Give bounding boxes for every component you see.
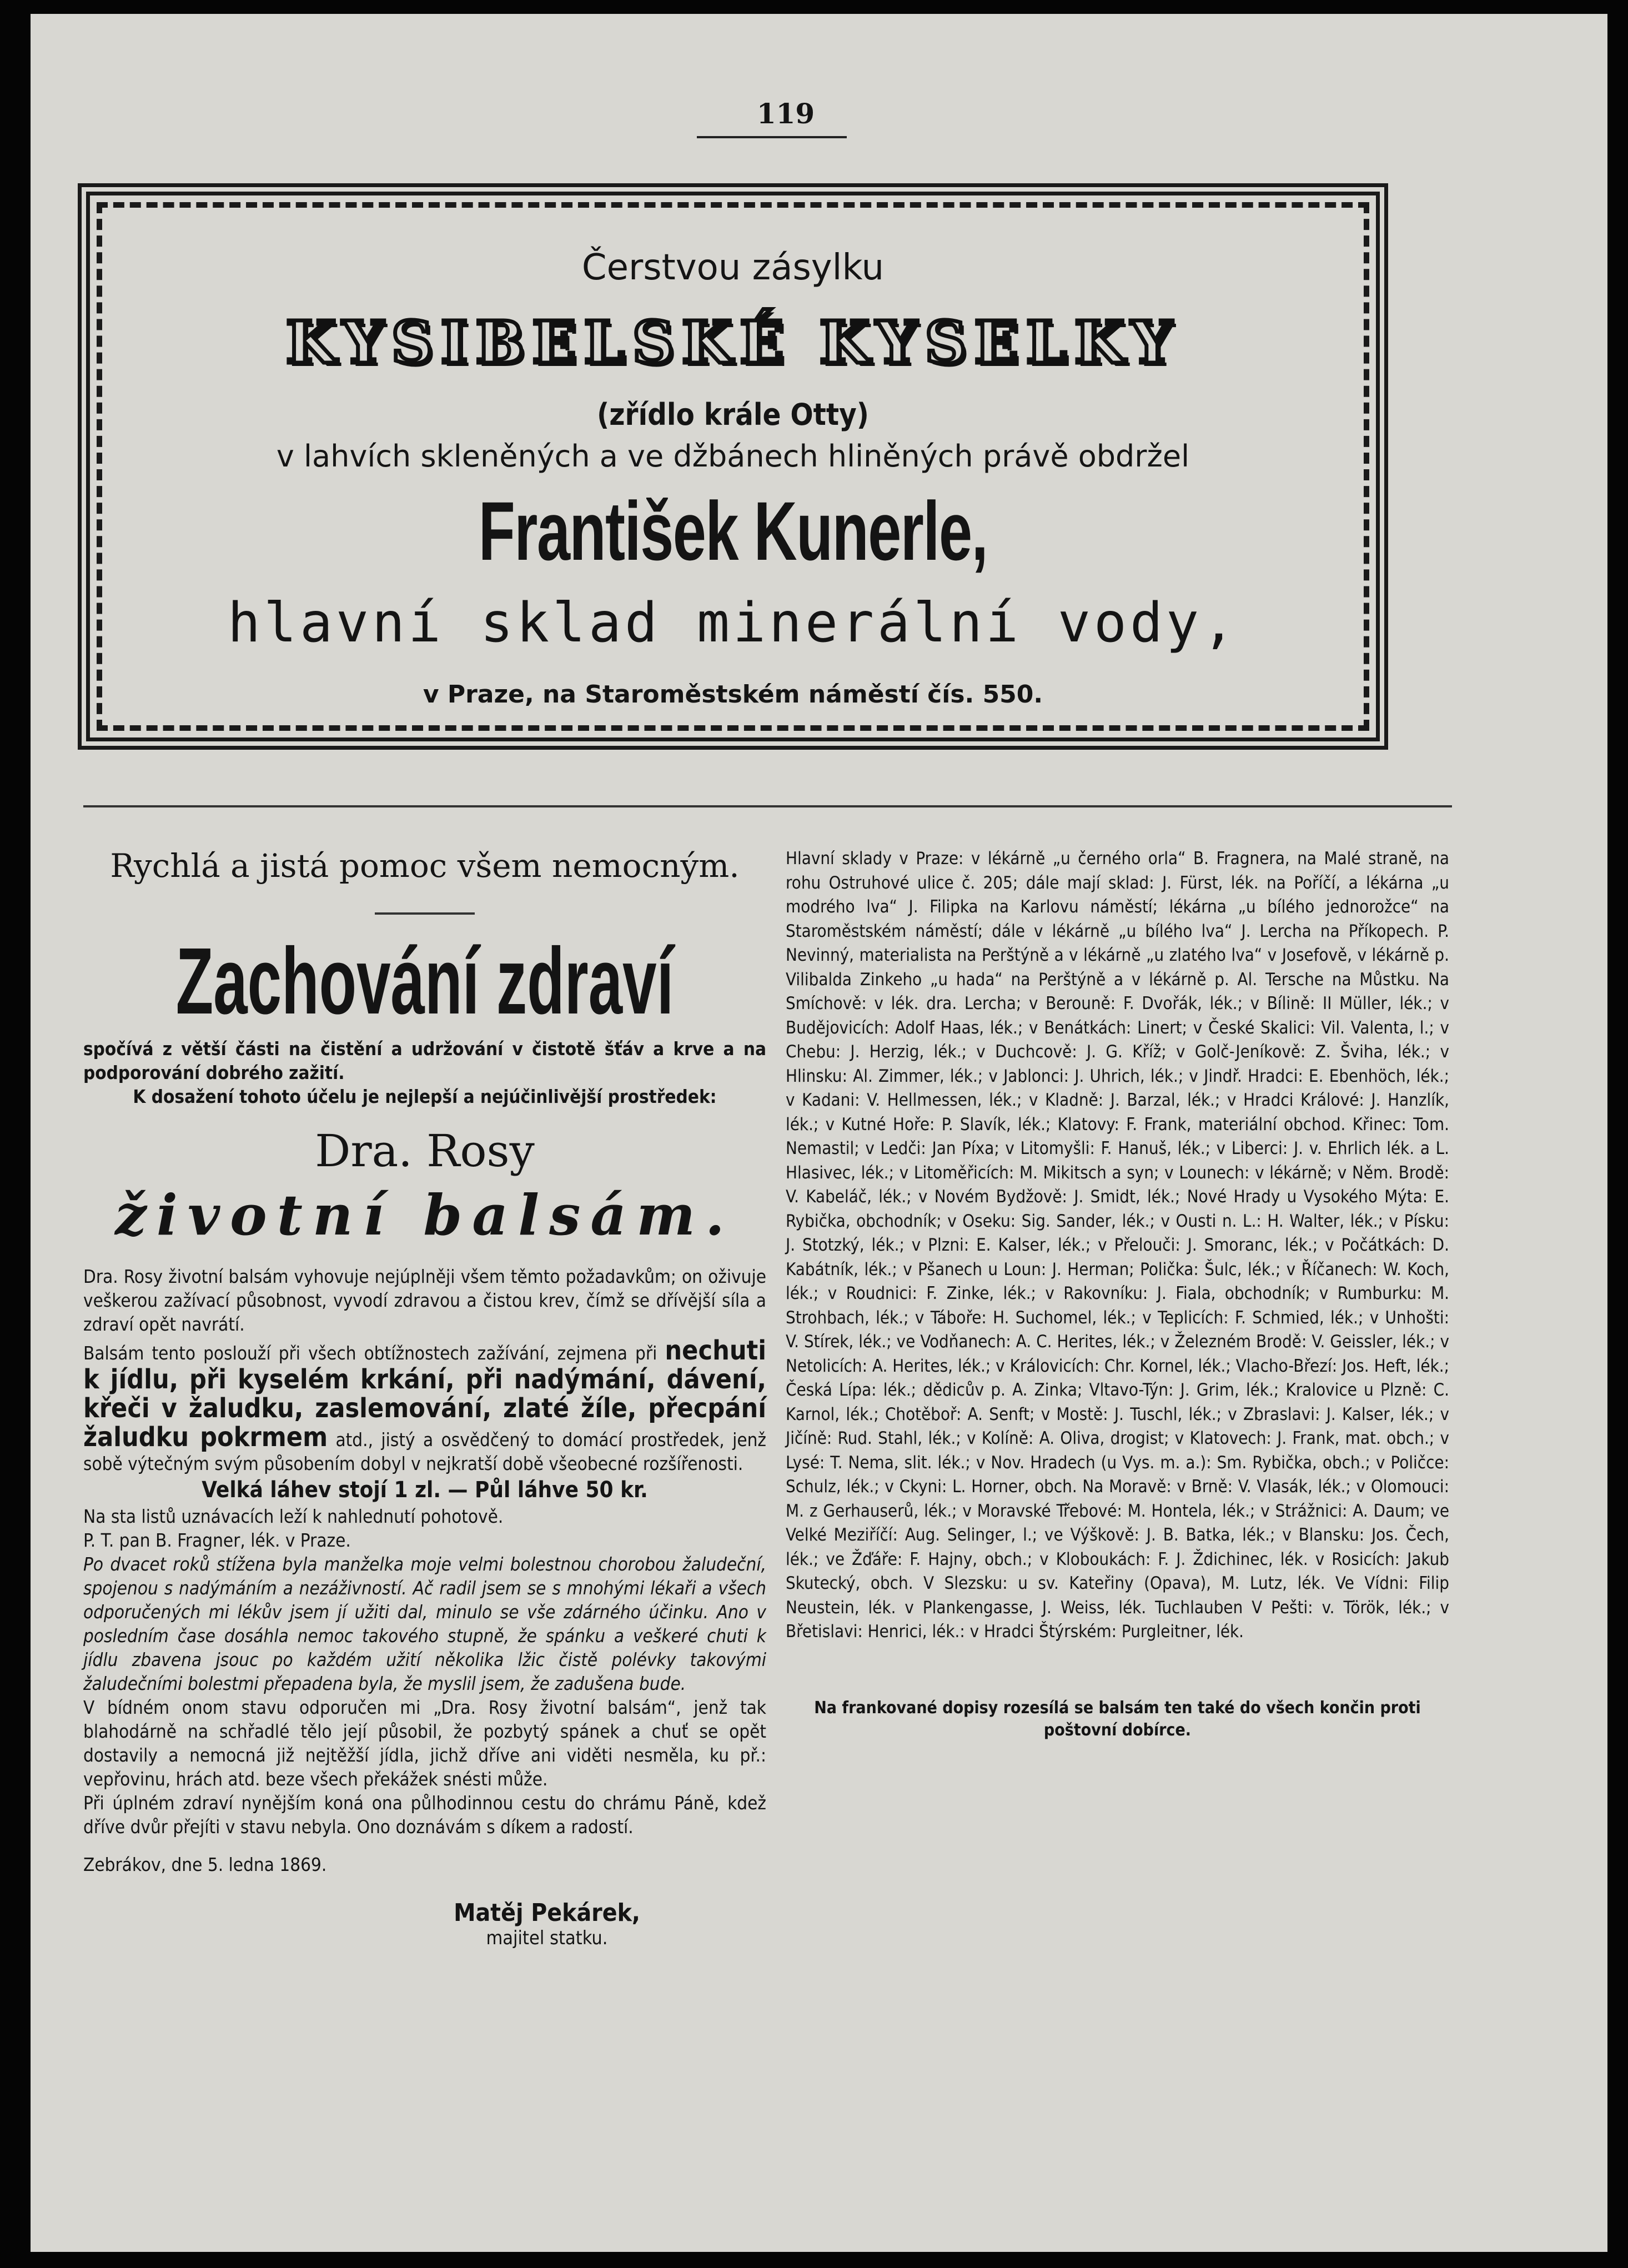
ad-intro: Čerstvou zásylku (581, 247, 885, 288)
ad-merchant-name: František Kunerle, (478, 484, 988, 578)
product-author: Dra. Rosy (315, 1125, 535, 1177)
addressee: P. T. pan B. Fragner, lék. v Praze. (83, 1529, 351, 1551)
testimonial: V bídném onom stavu odporučen mi „Dra. Rosy životní balsám“, jenž tak blahodárně na schřadlé tělo její působil, že pozbytý spánek a chuť se opět dostavily a nemocná již nejtěžší jídla, jichž dříve ani viděti nesměla, ku př.: vepřovinu, hrách atd. beze všech překážek snésti může. (83, 1697, 766, 1790)
price-line: Velká láhev stojí 1 zl. — Půl láhve 50 kr. (202, 1477, 648, 1503)
intro-text-2: K dosažení tohoto účelu je nejlepší a nejúčinlivější prostředek: (133, 1086, 717, 1107)
ad-title: Zachování zdraví (175, 929, 674, 1034)
page-number-rule (697, 136, 847, 138)
mineral-water-advertisement (78, 183, 1388, 750)
place-date: Zebrákov, dne 5. ledna 1869. (83, 1854, 327, 1875)
testimonial: Po dvacet roků stížena byla manželka moje velmi bolestnou chorobou žaludeční, spojenou s nadýmáním a nezáživností. Ač radil jsem se s mnohými lékaři a všech odporučených mi lékův jsem jí užiti dal, minulo se vše zdárného účinku. Ano v posledním čase dosáhla nemoc takového stupně, že spánku a veškeré chuti k jídlu zbavena jsouc po každém užití několika lžic čistě polévky takovými žaludečními bolestmi přepadena byla, že myslil jsem, že zadušena bude. (83, 1553, 766, 1694)
signature-name: Matěj Pekárek, (454, 1899, 640, 1927)
ad-description: v lahvích skleněných a ve džbánech hliněných právě obdržel (276, 439, 1190, 474)
short-rule (375, 912, 475, 915)
ad-heading: Rychlá a jistá pomoc všem nemocným. (110, 847, 740, 885)
section-divider (83, 805, 1452, 807)
ad-address: v Praze, na Staroměstském náměstí čís. 550. (423, 680, 1043, 709)
product-name: životní balsám. (115, 1182, 735, 1248)
stockists-column (786, 847, 1449, 1742)
stockists-list: Hlavní sklady v Praze: v lékárně „u černého orla“ B. Fragnera, na Malé straně, na rohu Ostruhové ulice č. 205; dále mají sklad: J. Fürst, lék. na Poříčí, a lékárna „u modrého lva“ J. Filipka na Karlovu náměstí; lékárna „u bílého jednorožce“ na Staroměstském náměstí; dále v lékárně „u bílého lva“ J. Lercha na Příkopech. P. Nevinný, materialista na Perštýně a v lékárně „u zlatého lva“ v Josefově, v lékárně p. Vilibalda Zinkeho „u hada“ na Perštýně a v lékárně p. Al. Tersche na Můstku. Na Smíchově: v lék. dra. Lercha; v Berouně: F. Dvořák, lék.; v Bílině: II Müller, lék.; v Budějovicích: Adolf Haas, lék.; v Benátkách: Linert; v České Skalici: Vil. Valenta, l.; v Chebu: J. Herzig, lék.; v Duchcově: J. G. Kříž; v Golč-Jeníkově: Z. Šviha, lék.; v Hlinsku: Al. Zimmer, lék.; v Jablonci: J. Uhrich, lék.; v Jindř. Hradci: E. Ebenhöch, lék.; v Kadani: V. Hellmessen, lék.; v Kladně: J. Barzal, lék.; v Hradci Králové: J. Hanzlík, lék.; v Kutné Hoře: P. Slavík, lék.; Klatovy: F. Frank, materiální obchod. Křinec: Tom. Nemastil; v Ledči: Jan Píxa; v Litomyšli: F. Hanuš, lék.; v Liberci: J. v. Ehrlich lék. a L. Hlasivec, lék.; v Litoměřicích: M. Mikitsch a syn; v Lounech: v lékárně; v Něm. Brodě: V. Kabeláč, lék.; v Novém Bydžově: J. Smidt, lék.; Nové Hrady u Vysokého Mýta: E. Rybička, obchodník; v Oseku: Sig. Sander, lék.; v Ousti n. L.: H. Walter, lék.; v Písku: J. Stotzký, lék.; v Plzni: E. Kalser, lék.; v Přelouči: J. Smoranc, lék.; v Počátkách: D. Kabátník, lék.; v Pšanech u Loun: J. Herman; Polička: Šulc, lék.; v Říčanech: W. Koch, lék.; v Roudnici: F. Zinke, lék.; v Rakovníku: J. Fiala, obchodník; v Rumburku: M. Strohbach, lék.; v Táboře: H. Suchomel, lék.; v Teplicích: F. Schmied, lék.; v Unhošti: V. Stírek, lék.; ve Vodňanech: A. C. Herites, lék.; v Železném Brodě: V. Geissler, lék.; v Netolicích: A. Herites, lék.; v Královicích: Chr. Kornel, lék.; Vlacho-Březí: Jos. Heft, lék.; Česká Lípa: lék.; dědicův p. A. Zinka; Vltavo-Týn: J. Grim, lék.; Kralovice u Plzně: C. Karnol, lék.; Chotěboř: A. Senft; v Mostě: J. Tuschl, lék.; v Zbraslavi: J. Kalser, lék.; v Jičíně: Rud. Stahl, lék.; v Kolíně: A. Oliva, drogist; v Klatovech: J. Frank, mat. obch.; v Lysé: T. Nema, slit. lék.; v Nov. Hradech (u Vys. m. a.): Sm. Rybička, obch.; v Poličce: Schulz, lék.; v Ckyni: L. Horner, obch. Na Moravě: v Brně: V. Vlasák, lék.; v Olomouci: M. z Gerhauserů, lék.; v Moravské Třebové: M. Hontela, lék.; v Strážnici: A. Daum; ve Velké Meziříčí: Aug. Selinger, l.; ve Výškově: J. B. Batka, lék.; v Blansku: Jos. Čech, lék.; ve Žďáře: F. Hajny, obch.; v Kloboukách: F. J. Ždichinec, lék. v Rosicích: Jakub Skutecký, obch. V Slezsku: u sv. Kateřiny (Opava), M. Lutz, lék. Ve Vídni: Filip Neustein, lék. v Plankengasse, J. Weiss, lék. Tuchlauben V Pešti: v. Török, lék.; v Břetislavi: Henrici, lék.: v Hradci Štýrském: Purgleitner, lék. (786, 849, 1449, 1642)
signature (328, 1899, 766, 1949)
intro-text: spočívá z větší části na čistění a udržování v čistotě šťáv a krve a na podporování dobrého zažití. (83, 1038, 766, 1083)
paragraph: Na sta listů uznávacích leží k nahlednutí pohotově. (83, 1506, 504, 1527)
paragraph: Balsám tento poslouží při všech obtížnostech zažívání, zejmena při nechuti k jídlu, při kyselém krkání, při nadýmání, dávení, křeči v žaludku, zaslemování, zlaté žíle, přecpání žaludku pokrmem atd., jistý a osvědčený to domácí prostředek, jenž sobě výtečným svým působením dobyl v nejkratší době všeobecné rozšířenosti. (83, 1335, 766, 1474)
signature-title: majitel statku. (486, 1927, 608, 1949)
mail-order-note: Na frankované dopisy rozesílá se balsám ten také do všech končin proti poštovní dobírce. (814, 1698, 1421, 1740)
ad-spring-name: (zřídlo krále Otty) (597, 397, 869, 432)
page-number: 119 (756, 97, 815, 130)
ad-business: hlavní sklad minerální vody, (227, 591, 1239, 655)
newspaper-page (31, 14, 1607, 2252)
balsam-advertisement (83, 847, 766, 1949)
paragraph: Dra. Rosy životní balsám vyhovuje nejúplněji všem těmto požadavkům; on oživuje veškerou zažívací působnost, vyvodí zdravou a čistou krev, čímž se dřívější síla a zdraví opět navrátí. (83, 1266, 766, 1335)
testimonial: Při úplném zdraví nynějším koná ona půlhodinnou cestu do chrámu Páně, kdež dříve dvůr přejíti v stavu nebyla. Ono doznávám s díkem a radostí. (83, 1792, 766, 1838)
ad-product-name: KYSIBELSKÉ KYSELKY (285, 308, 1180, 377)
